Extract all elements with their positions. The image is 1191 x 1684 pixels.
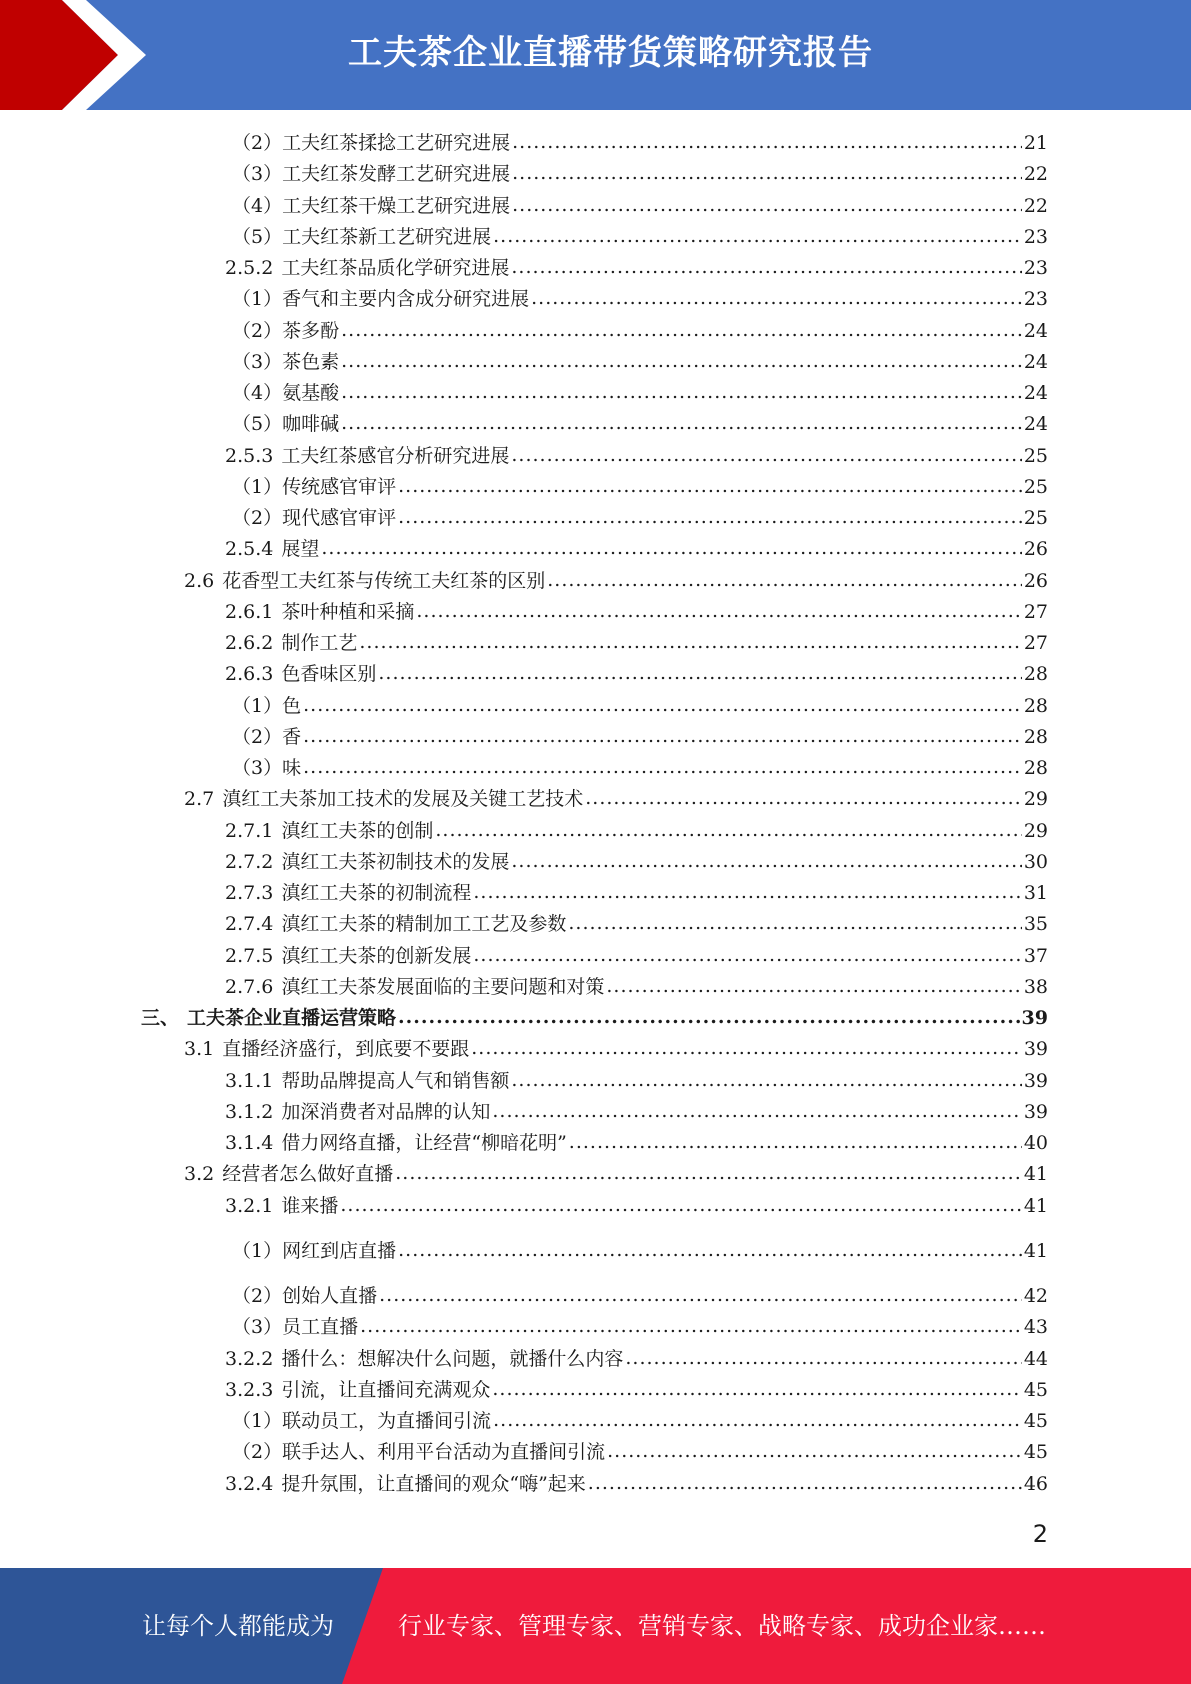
- toc-leader-dots: [512, 127, 1022, 157]
- header-chevron-decoration: [0, 0, 160, 110]
- toc-entry[interactable]: [225, 659, 1048, 689]
- toc-leader-dots: [378, 658, 1021, 688]
- toc-entry-label: 引流，让直播间充满观众: [281, 1378, 491, 1401]
- toc-entry-page: 41: [1023, 1163, 1048, 1186]
- toc-entry-number: 3.1: [184, 1038, 215, 1061]
- toc-entry-page: 26: [1023, 569, 1048, 592]
- toc-entry-label: 借力网络直播，让经营“柳暗花明”: [281, 1132, 567, 1154]
- toc-entry-number: （3）: [232, 1316, 283, 1339]
- toc-entry[interactable]: [225, 909, 1048, 939]
- toc-leader-dots: [303, 752, 1022, 782]
- toc-entry-label: 茶叶种植和采摘: [281, 600, 415, 623]
- toc-entry-label: 工夫红茶干燥工艺研究进展: [282, 194, 511, 217]
- toc-entry-page: 45: [1023, 1378, 1048, 1401]
- page-number: 2: [1032, 1520, 1048, 1548]
- toc-entry-page: 24: [1023, 319, 1048, 342]
- toc-entry-label: 香气和主要内含成分研究进展: [282, 288, 530, 311]
- toc-entry-label: 氨基酸: [282, 382, 340, 404]
- toc-entry[interactable]: [232, 722, 1048, 752]
- toc-leader-dots: [398, 502, 1022, 532]
- toc-leader-dots: [511, 440, 1021, 470]
- toc-entry[interactable]: [232, 191, 1048, 221]
- toc-entry-number: 3.1.1: [225, 1069, 274, 1092]
- toc-entry-page: 45: [1023, 1441, 1048, 1464]
- toc-entry-number: 2.7.5: [225, 944, 274, 967]
- toc-entry[interactable]: [184, 1159, 1048, 1189]
- toc-entry-label: 直播经济盛行，到底要不要跟: [222, 1038, 470, 1061]
- toc-entry[interactable]: [232, 347, 1048, 377]
- toc-leader-dots: [360, 1311, 1022, 1341]
- toc-leader-dots: [395, 1158, 1022, 1188]
- toc-entry-label: 滇红工夫茶加工技术的发展及关键工艺技术: [222, 788, 584, 811]
- toc-entry-label: 播什么：想解决什么问题，就播什么内容: [281, 1347, 624, 1370]
- toc-entry-number: （1）: [232, 694, 283, 717]
- toc-entry-label: 花香型工夫红茶与传统工夫红茶的区别: [222, 569, 546, 592]
- toc-entry[interactable]: [225, 1344, 1048, 1374]
- toc-entry-number: 2.6.2: [225, 632, 274, 654]
- toc-entry[interactable]: [225, 816, 1048, 846]
- toc-leader-dots: [607, 1436, 1022, 1466]
- toc-entry-number: （1）: [232, 475, 283, 498]
- toc-entry-page: 46: [1023, 1472, 1048, 1495]
- toc-entry[interactable]: [232, 316, 1048, 346]
- toc-leader-dots: [625, 1343, 1021, 1373]
- toc-entry-page: 31: [1023, 882, 1048, 904]
- toc-entry-number: （2）: [232, 507, 283, 529]
- toc-entry-number: （1）: [232, 288, 283, 311]
- toc-entry-label: 滇红工夫茶初制技术的发展: [281, 850, 510, 873]
- toc-entry-label: 现代感官审评: [282, 507, 397, 529]
- toc-entry-label: 工夫茶企业直播运营策略: [187, 1007, 397, 1029]
- toc-entry-label: 工夫红茶揉捻工艺研究进展: [282, 132, 511, 154]
- toc-entry-label: 联手达人、利用平台活动为直播间引流: [282, 1441, 606, 1464]
- toc-entry[interactable]: [225, 1066, 1048, 1096]
- toc-entry[interactable]: [232, 1406, 1048, 1436]
- toc-leader-dots: [512, 158, 1022, 188]
- toc-entry-label: 滇红工夫茶的创制: [281, 819, 434, 842]
- toc-entry-number: 2.6.3: [225, 663, 274, 686]
- toc-entry[interactable]: [225, 972, 1048, 1002]
- toc-leader-dots: [435, 815, 1021, 845]
- toc-entry-page: 39: [1023, 1100, 1048, 1123]
- toc-entry-page: 27: [1023, 632, 1048, 654]
- toc-entry-number: 3.2: [184, 1163, 215, 1186]
- toc-leader-dots: [303, 721, 1022, 751]
- toc-entry-label: 滇红工夫茶的精制加工工艺及参数: [281, 913, 567, 936]
- toc-entry-number: 3.2.3: [225, 1378, 274, 1401]
- toc-entry[interactable]: [225, 253, 1048, 283]
- toc-leader-dots: [511, 1065, 1021, 1095]
- toc-entry-label: 咖啡碱: [282, 413, 340, 436]
- toc-leader-dots: [606, 971, 1021, 1001]
- toc-leader-dots: [341, 315, 1022, 345]
- toc-leader-dots: [588, 1468, 1022, 1498]
- toc-entry-page: 39: [1021, 1007, 1048, 1029]
- toc-entry-number: （4）: [232, 382, 283, 404]
- toc-leader-dots: [568, 908, 1021, 938]
- toc-entry-page: 30: [1023, 850, 1048, 873]
- toc-entry-label: 网红到店直播: [282, 1239, 397, 1262]
- toc-entry[interactable]: [225, 1375, 1048, 1405]
- toc-leader-dots: [493, 221, 1022, 251]
- toc-entry-number: （2）: [232, 1285, 283, 1307]
- toc-entry-number: 3.2.1: [225, 1194, 274, 1217]
- toc-entry-label: 加深消费者对品牌的认知: [281, 1100, 491, 1123]
- toc-entry-label: 传统感官审评: [282, 475, 397, 498]
- toc-entry-number: 2.7.1: [225, 819, 274, 842]
- toc-entry[interactable]: [232, 753, 1048, 783]
- toc-entry-page: 24: [1023, 350, 1048, 373]
- toc-entry-number: （2）: [232, 319, 283, 342]
- toc-entry-label: 色: [282, 694, 302, 717]
- toc-entry[interactable]: [225, 441, 1048, 471]
- toc-entry-label: 工夫红茶新工艺研究进展: [282, 225, 492, 248]
- toc-entry-label: 展望: [281, 538, 320, 561]
- toc-entry-page: 35: [1023, 913, 1048, 936]
- toc-leader-dots: [379, 1280, 1022, 1310]
- toc-entry[interactable]: [225, 847, 1048, 877]
- toc-entry-page: 29: [1023, 819, 1048, 842]
- toc-entry-page: 23: [1023, 225, 1048, 248]
- toc-entry-page: 25: [1023, 507, 1048, 529]
- toc-leader-dots: [511, 846, 1021, 876]
- toc-entry-number: （2）: [232, 1441, 283, 1464]
- toc-entry[interactable]: [232, 128, 1048, 158]
- toc-entry-page: 44: [1023, 1347, 1048, 1370]
- toc-entry[interactable]: [232, 1437, 1048, 1467]
- toc-entry-label: 滇红工夫茶的初制流程: [281, 882, 472, 904]
- toc-entry-page: 28: [1023, 725, 1048, 748]
- toc-entry[interactable]: [232, 1281, 1048, 1311]
- toc-entry-page: 41: [1023, 1194, 1048, 1217]
- toc-entry-label: 工夫红茶品质化学研究进展: [281, 257, 510, 279]
- toc-leader-dots: [547, 565, 1022, 595]
- toc-entry[interactable]: [232, 1236, 1048, 1266]
- toc-entry-number: 三、: [141, 1007, 180, 1029]
- toc-entry-page: 25: [1023, 444, 1048, 467]
- toc-entry-page: 22: [1023, 194, 1048, 217]
- toc-entry-label: 帮助品牌提高人气和销售额: [281, 1069, 510, 1092]
- toc-entry[interactable]: [225, 1128, 1048, 1158]
- toc-entry-label: 提升氛围，让直播间的观众“嗨”起来: [281, 1472, 586, 1495]
- toc-entry-number: （1）: [232, 1410, 283, 1432]
- toc-entry-page: 45: [1023, 1410, 1048, 1432]
- toc-entry-label: 滇红工夫茶发展面临的主要问题和对策: [281, 975, 605, 998]
- toc-entry-number: （3）: [232, 350, 283, 373]
- toc-entry[interactable]: [225, 941, 1048, 971]
- toc-entry-number: 3.2.4: [225, 1472, 274, 1495]
- toc-entry[interactable]: [232, 409, 1048, 439]
- toc-leader-dots: [416, 596, 1021, 626]
- toc-entry-label: 茶多酚: [282, 319, 340, 342]
- toc-leader-dots: [473, 940, 1021, 970]
- toc-entry-number: （2）: [232, 725, 283, 748]
- toc-leader-dots: [341, 377, 1022, 407]
- toc-leader-dots: [531, 283, 1022, 313]
- toc-entry-page: 23: [1023, 257, 1048, 279]
- toc-entry-page: 29: [1023, 788, 1048, 811]
- footer-slogan-left: 让每个人都能成为: [142, 1612, 334, 1640]
- toc-entry[interactable]: [225, 628, 1048, 658]
- toc-entry[interactable]: [225, 1191, 1048, 1221]
- toc-entry-number: （2）: [232, 132, 283, 154]
- toc-leader-dots: [492, 1096, 1021, 1126]
- toc-entry-page: 27: [1023, 600, 1048, 623]
- toc-entry[interactable]: [232, 378, 1048, 408]
- toc-entry-label: 联动员工，为直播间引流: [282, 1410, 492, 1432]
- toc-entry[interactable]: [141, 1003, 1048, 1033]
- toc-entry-label: 谁来播: [281, 1194, 339, 1217]
- toc-entry-page: 28: [1023, 663, 1048, 686]
- toc-entry-number: 2.5.4: [225, 538, 274, 561]
- toc-entry-label: 茶色素: [282, 350, 340, 373]
- toc-entry-number: （5）: [232, 225, 283, 248]
- toc-leader-dots: [398, 1002, 1020, 1032]
- toc-entry-number: （5）: [232, 413, 283, 436]
- toc-entry[interactable]: [232, 159, 1048, 189]
- toc-entry-page: 24: [1023, 382, 1048, 404]
- toc-entry-page: 39: [1023, 1038, 1048, 1061]
- toc-leader-dots: [340, 1190, 1021, 1220]
- toc-entry-page: 43: [1023, 1316, 1048, 1339]
- toc-entry[interactable]: [232, 691, 1048, 721]
- toc-entry-number: 3.1.4: [225, 1132, 274, 1154]
- toc-entry[interactable]: [232, 1312, 1048, 1342]
- toc-entry-number: （1）: [232, 1239, 283, 1262]
- toc-leader-dots: [341, 346, 1022, 376]
- toc-entry-number: 2.7.4: [225, 913, 274, 936]
- toc-entry-number: （3）: [232, 163, 283, 186]
- toc-leader-dots: [398, 471, 1022, 501]
- toc-entry[interactable]: [225, 1097, 1048, 1127]
- toc-entry-label: 味: [282, 757, 302, 779]
- toc-entry-page: 24: [1023, 413, 1048, 436]
- page-header: [0, 0, 1191, 110]
- toc-entry-page: 38: [1023, 975, 1048, 998]
- toc-entry-number: 2.7.6: [225, 975, 274, 998]
- toc-entry-number: 2.7.2: [225, 850, 274, 873]
- toc-entry-number: （4）: [232, 194, 283, 217]
- toc-entry-page: 37: [1023, 944, 1048, 967]
- toc-entry[interactable]: [225, 1469, 1048, 1499]
- toc-entry-page: 23: [1023, 288, 1048, 311]
- toc-leader-dots: [398, 1235, 1022, 1265]
- toc-entry-number: 2.7: [184, 788, 215, 811]
- toc-entry-page: 40: [1023, 1132, 1048, 1154]
- toc-entry-number: 3.2.2: [225, 1347, 274, 1370]
- toc-leader-dots: [303, 690, 1022, 720]
- toc-leader-dots: [471, 1033, 1022, 1063]
- toc-entry[interactable]: [232, 222, 1048, 252]
- toc-entry-page: 26: [1023, 538, 1048, 561]
- toc-leader-dots: [493, 1405, 1022, 1435]
- toc-entry[interactable]: [225, 534, 1048, 564]
- page-footer: [0, 1568, 1191, 1684]
- toc-entry-label: 经营者怎么做好直播: [222, 1163, 394, 1186]
- toc-leader-dots: [569, 1127, 1022, 1157]
- toc-leader-dots: [321, 533, 1021, 563]
- toc-entry-label: 员工直播: [282, 1316, 359, 1339]
- toc-entry-number: 2.7.3: [225, 882, 274, 904]
- toc-leader-dots: [473, 877, 1021, 907]
- toc-entry[interactable]: [184, 1034, 1048, 1064]
- toc-leader-dots: [492, 1374, 1021, 1404]
- toc-entry-page: 28: [1023, 694, 1048, 717]
- toc-entry-label: 创始人直播: [282, 1285, 378, 1307]
- toc-entry[interactable]: [232, 284, 1048, 314]
- toc-entry-number: 2.6.1: [225, 600, 274, 623]
- toc-entry[interactable]: [184, 784, 1048, 814]
- toc-entry-number: 2.5.3: [225, 444, 274, 467]
- toc-entry-label: 工夫红茶发酵工艺研究进展: [282, 163, 511, 186]
- toc-entry-label: 滇红工夫茶的创新发展: [281, 944, 472, 967]
- toc-entry-page: 41: [1023, 1239, 1048, 1262]
- toc-entry-number: 2.5.2: [225, 257, 274, 279]
- toc-entry[interactable]: [225, 597, 1048, 627]
- footer-slogan-right: 行业专家、管理专家、营销专家、战略专家、成功企业家……: [398, 1612, 1046, 1640]
- toc-leader-dots: [511, 252, 1021, 282]
- toc-entry-label: 香: [282, 725, 302, 748]
- toc-entry[interactable]: [184, 566, 1048, 596]
- toc-entry[interactable]: [225, 878, 1048, 908]
- toc-leader-dots: [512, 190, 1022, 220]
- toc-leader-dots: [341, 408, 1022, 438]
- toc-entry-label: 制作工艺: [281, 632, 358, 654]
- toc-entry-page: 21: [1023, 132, 1048, 154]
- toc-entry-page: 25: [1023, 475, 1048, 498]
- toc-entry-number: （3）: [232, 757, 283, 779]
- toc-leader-dots: [359, 627, 1021, 657]
- toc-leader-dots: [585, 783, 1022, 813]
- toc-entry-number: 3.1.2: [225, 1100, 274, 1123]
- toc-entry[interactable]: [232, 503, 1048, 533]
- toc-entry-page: 28: [1023, 757, 1048, 779]
- toc-entry-label: 色香味区别: [281, 663, 377, 686]
- toc-entry-page: 39: [1023, 1069, 1048, 1092]
- report-title: 工夫茶企业直播带货策略研究报告: [348, 33, 873, 73]
- toc-entry[interactable]: [232, 472, 1048, 502]
- toc-entry-page: 22: [1023, 163, 1048, 186]
- toc-entry-page: 42: [1023, 1285, 1048, 1307]
- toc-entry-number: 2.6: [184, 569, 215, 592]
- toc-entry-label: 工夫红茶感官分析研究进展: [281, 444, 510, 467]
